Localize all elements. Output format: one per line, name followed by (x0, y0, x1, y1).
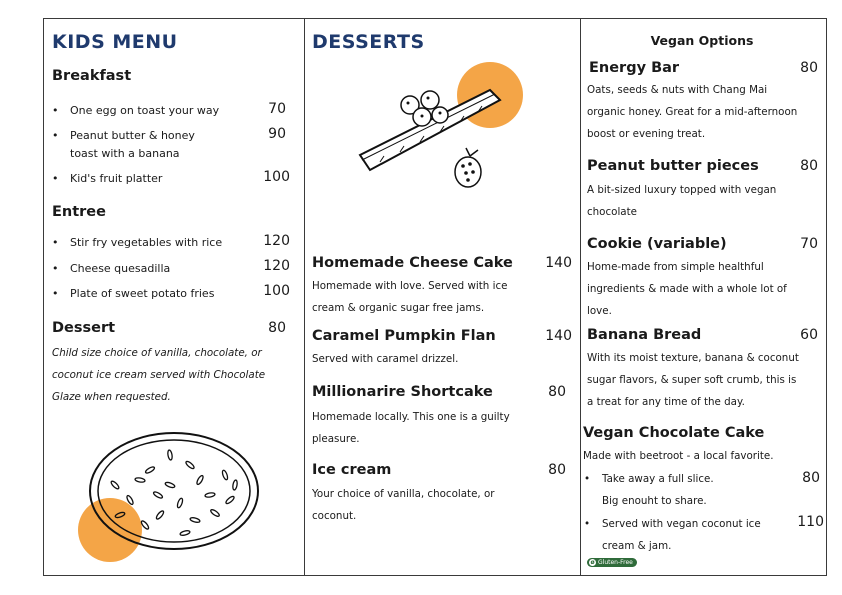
entree-item: • Cheese quesadilla (70, 262, 170, 275)
vegan-title: Vegan Options (650, 33, 754, 48)
kids-dessert-line: coconut ice cream served with Chocolate (52, 369, 266, 381)
breakfast-item: • Peanut butter & honey (70, 129, 195, 142)
vegan-cake-option-line: • Served with vegan coconut ice (602, 518, 761, 530)
entree-item: • Stir fry vegetables with rice (70, 236, 222, 249)
vegan-item-name: Energy Bar (589, 60, 680, 76)
vegan-description-line: With its moist texture, banana & coconut (587, 352, 799, 364)
kids-dessert-line: Child size choice of vanilla, chocolate, or (52, 347, 262, 359)
vegan-item-price: 60 (800, 327, 818, 343)
dessert-item-name: Millionarire Shortcake (312, 384, 493, 400)
dessert-description-line: coconut. (312, 510, 357, 522)
kids-dessert-line: Glaze when requested. (52, 391, 171, 403)
dessert-item-price: 140 (545, 255, 572, 271)
desserts-title: DESSERTS (312, 31, 425, 53)
leaf-icon: ø (590, 559, 595, 566)
dessert-item-description (312, 406, 510, 450)
vegan-cake-option-line: cream & jam. (602, 540, 672, 552)
dessert-item-name: Caramel Pumpkin Flan (312, 328, 496, 344)
vegan-description-line: boost or evening treat. (587, 128, 706, 140)
entree-heading: Entree (52, 204, 106, 220)
vegan-cake-name: Vegan Chocolate Cake (583, 425, 765, 441)
dessert-item-description (312, 483, 495, 527)
vegan-description-line: Oats, seeds & nuts with Chang Mai (587, 84, 768, 96)
dessert-item-name: Ice cream (312, 462, 392, 478)
vegan-cake-description: Made with beetroot - a local favorite. (583, 450, 774, 462)
kids-dessert-description (52, 342, 265, 408)
vegan-cake-option-price: 110 (797, 514, 824, 530)
vegan-cake-option-line: Big enouht to share. (602, 495, 707, 507)
dessert-description-line: Homemade locally. This one is a guilty (312, 411, 510, 423)
gluten-free-badge (587, 558, 637, 567)
dessert-item-price: 140 (545, 328, 572, 344)
dessert-item-description (312, 348, 458, 370)
gluten-free-label: Gluten-Free (598, 559, 633, 566)
dessert-description-line: cream & organic sugar free jams. (312, 302, 485, 314)
breakfast-item: • Kid's fruit platter (70, 172, 162, 185)
dessert-description-line: pleasure. (312, 433, 360, 445)
kids-dessert-price: 80 (268, 320, 286, 336)
cheesecake-slice-icon (350, 60, 530, 190)
dessert-item-name: Homemade Cheese Cake (312, 255, 513, 271)
breakfast-heading: Breakfast (52, 68, 132, 84)
vegan-cake-option-line: • Take away a full slice. (602, 473, 714, 485)
entree-item: • Plate of sweet potato fries (70, 287, 214, 300)
vegan-cake-option (602, 468, 714, 512)
dessert-item-price: 80 (548, 384, 566, 400)
kids-dessert-heading: Dessert (52, 320, 116, 336)
vegan-item-description (587, 179, 776, 223)
entree-price: 100 (263, 283, 290, 299)
entree-price: 120 (263, 258, 290, 274)
vegan-item-price: 80 (800, 60, 818, 76)
vegan-description-line: chocolate (587, 206, 637, 218)
vegan-description-line: sugar flavors, & super soft crumb, this is (587, 374, 797, 386)
breakfast-price: 70 (268, 101, 286, 117)
breakfast-item-line2: toast with a banana (70, 147, 180, 160)
dessert-description-line: Homemade with love. Served with ice (312, 280, 508, 292)
dessert-item-price: 80 (548, 462, 566, 478)
vegan-item-description (587, 347, 799, 413)
vegan-cake-option (602, 513, 761, 557)
vegan-description-line: A bit-sized luxury topped with vegan (587, 184, 777, 196)
vegan-cake-option-price: 80 (802, 470, 820, 486)
vegan-description-line: ingredients & made with a whole lot of (587, 283, 787, 295)
breakfast-item: • One egg on toast your way (70, 104, 219, 117)
breakfast-price: 100 (263, 169, 290, 185)
column-divider-2 (580, 18, 581, 576)
dessert-description-line: Your choice of vanilla, chocolate, or (312, 488, 495, 500)
dessert-description-line: Served with caramel drizzel. (312, 353, 459, 365)
vegan-item-description (587, 256, 787, 322)
vegan-description-line: a treat for any time of the day. (587, 396, 745, 408)
breakfast-price: 90 (268, 126, 286, 142)
bowl-of-rice-icon (70, 425, 270, 575)
vegan-description-line: Home-made from simple healthful (587, 261, 764, 273)
vegan-description-line: organic honey. Great for a mid-afternoon (587, 106, 798, 118)
vegan-item-name: Cookie (variable) (587, 236, 727, 252)
vegan-item-name: Peanut butter pieces (587, 158, 759, 174)
dessert-item-description (312, 275, 507, 319)
entree-price: 120 (263, 233, 290, 249)
vegan-description-line: love. (587, 305, 612, 317)
vegan-item-price: 80 (800, 158, 818, 174)
kids-menu-title: KIDS MENU (52, 31, 178, 53)
column-divider-1 (304, 18, 305, 576)
vegan-item-price: 70 (800, 236, 818, 252)
vegan-item-description (587, 79, 797, 145)
vegan-item-name: Banana Bread (587, 327, 702, 343)
